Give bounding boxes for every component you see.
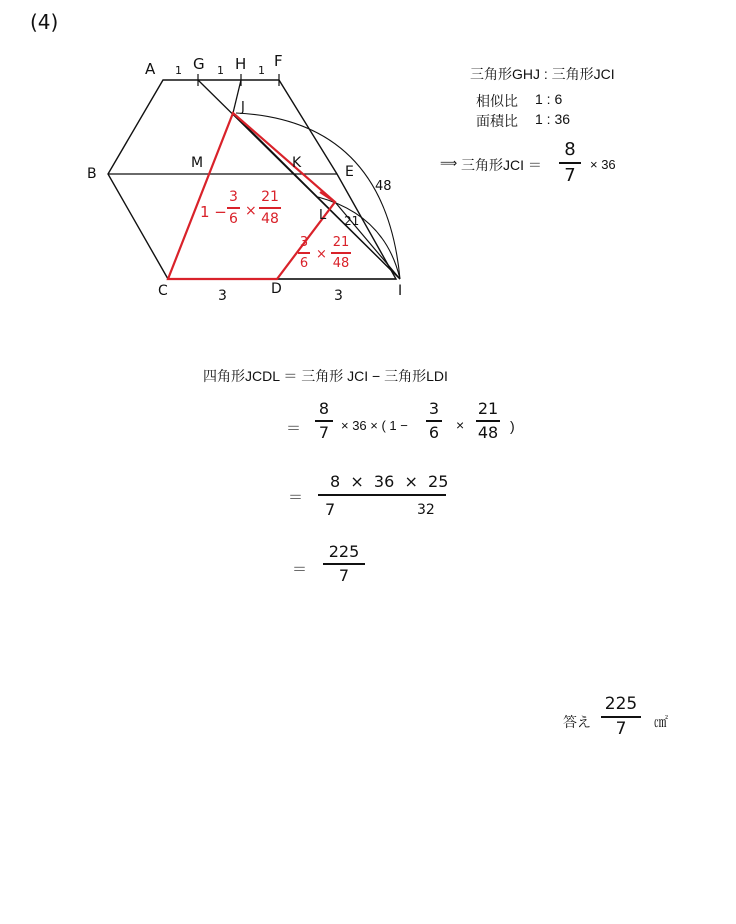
solution-line3-num: 8 × 36 × 25 <box>330 472 449 491</box>
label-h: H <box>235 55 247 73</box>
label-c: C <box>158 283 168 299</box>
solution-line4-frac: 225 7 <box>323 544 365 584</box>
solution-line3-bar <box>318 494 446 496</box>
red-big-frac1: 3 6 <box>227 190 240 226</box>
segment-gh-label: 1 <box>217 64 224 77</box>
label-j: J <box>241 100 245 115</box>
red-big-prefix: 1 − <box>200 203 227 221</box>
result-fraction: 8 7 <box>559 141 581 185</box>
solution-line2-close: ) <box>510 418 515 434</box>
solution-eq-2: ＝ <box>286 420 302 437</box>
label-m: M <box>191 155 204 171</box>
label-g: G <box>193 55 205 73</box>
answer-fraction: 225 7 <box>601 696 641 738</box>
segment-di-label: 3 <box>334 288 343 304</box>
segment-ag-label: 1 <box>175 64 182 77</box>
arc-small-label: 21 <box>344 214 360 228</box>
area-value: 1 : 36 <box>535 111 571 127</box>
solution-line3-den-left: 7 <box>325 500 336 519</box>
segment-hf-label: 1 <box>258 64 265 77</box>
red-label-big <box>200 190 292 236</box>
solution-line2-times: × <box>456 417 465 433</box>
red-big-times: × <box>245 203 257 219</box>
red-label-small <box>298 236 364 278</box>
area-label: 面積比 <box>476 113 518 129</box>
label-a: A <box>145 60 156 78</box>
solution-line2-mid: × 36 × ( 1 − <box>341 418 408 433</box>
arrow-icon: ⟹ <box>440 156 458 170</box>
label-d: D <box>271 281 282 297</box>
label-b: B <box>87 166 97 182</box>
red-small-frac2: 21 48 <box>332 235 350 271</box>
solution-eq-3: ＝ <box>288 489 304 506</box>
label-f: F <box>274 52 283 70</box>
answer-unit: ㎠ <box>654 714 668 730</box>
label-k: K <box>292 155 302 171</box>
line-hj <box>233 80 241 113</box>
red-line-lk <box>320 192 335 202</box>
solution-eq-4: ＝ <box>292 561 308 578</box>
arc-big-label: 48 <box>375 179 392 194</box>
ratio-title: 三角形GHJ : 三角形JCI <box>470 66 615 82</box>
label-e: E <box>345 164 354 180</box>
red-big-frac2: 21 48 <box>259 190 281 226</box>
solution-line2-frac3: 21 48 <box>477 399 499 442</box>
answer-label: 答え <box>563 714 591 730</box>
solution-line-1: 四角形JCDL ＝ 三角形 JCI − 三角形LDI <box>203 368 448 384</box>
problem-number: (4) <box>30 10 59 34</box>
result-lhs: 三角形JCI ＝ <box>461 157 542 173</box>
solution-line2-frac2: 3 6 <box>426 401 442 441</box>
red-small-times: × <box>316 247 327 262</box>
label-i: I <box>398 283 403 299</box>
geometry-figure <box>0 0 736 340</box>
segment-cd-label: 3 <box>218 288 227 304</box>
red-small-frac1: 3 6 <box>299 235 309 271</box>
solution-line2-frac1: 8 7 <box>315 401 333 441</box>
similarity-label: 相似比 <box>476 93 518 109</box>
solution-line3-den-right: 32 <box>417 502 435 518</box>
result-tail: × 36 <box>590 157 616 172</box>
similarity-value: 1 : 6 <box>535 91 563 107</box>
label-l: L <box>319 208 327 223</box>
